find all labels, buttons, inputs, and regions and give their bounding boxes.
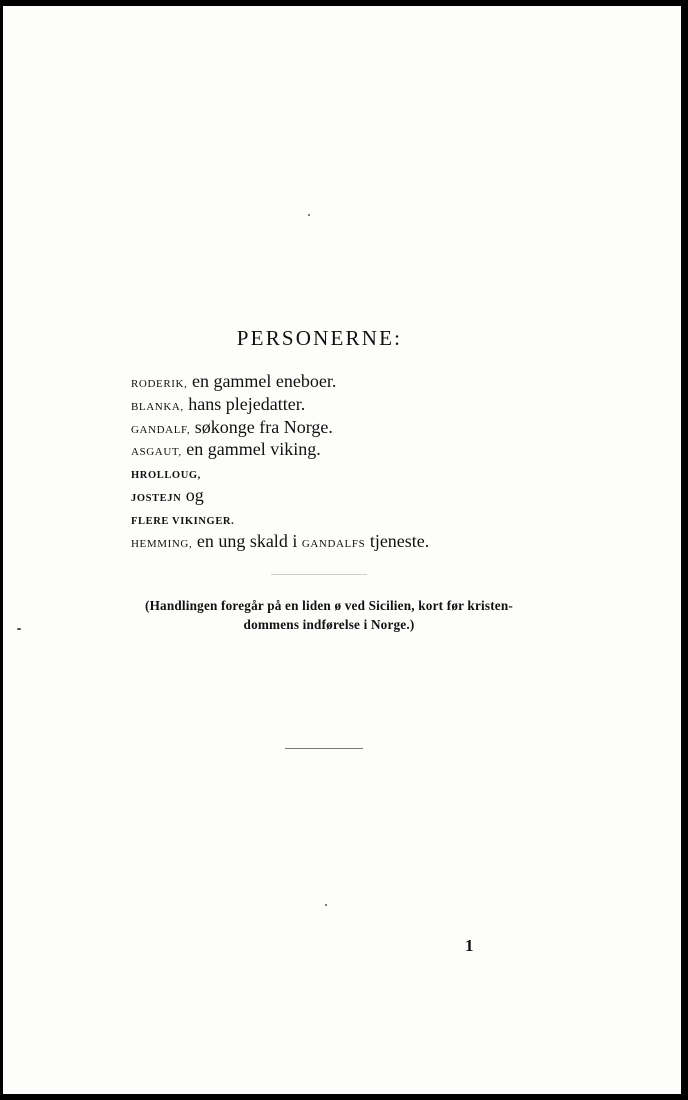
character-description: en ung skald i: [192, 530, 302, 551]
character-description: og: [181, 484, 204, 505]
cast-item-jostejn: [131, 484, 591, 507]
cast-item-asgaut: [131, 438, 591, 461]
character-name: FLERE VIKINGER.: [131, 515, 235, 527]
document-page: [3, 6, 681, 1094]
character-name: RODERIK,: [131, 378, 188, 390]
character-name: ASGAUT,: [131, 446, 182, 459]
divider-rule: [285, 748, 363, 749]
character-description: søkonge fra Norge.: [190, 416, 333, 437]
setting-note-line-1: (Handlingen foregår på en liden ø ved Sicilien, kort før kristen-: [145, 598, 513, 613]
character-name: HEMMING,: [131, 537, 193, 550]
character-description: en gammel eneboer.: [187, 371, 337, 391]
cast-item-roderik: [131, 370, 591, 393]
cast-item-hemming: [131, 530, 591, 553]
setting-note-line-2: dommens indførelse i Norge.): [243, 617, 415, 632]
page-title: PERSONERNE:: [236, 326, 403, 350]
character-name: BLANKA,: [131, 400, 184, 413]
character-description: en gammel viking.: [181, 439, 321, 460]
scan-speck: [17, 628, 21, 630]
setting-note: [99, 596, 559, 634]
cast-item-gandalf: [131, 416, 591, 439]
scan-speck: [308, 214, 310, 216]
cast-item-hrolloug: [131, 461, 591, 484]
inline-character-name: GANDALFS: [301, 537, 366, 550]
cast-item-vikinger: [131, 507, 591, 530]
character-name: JOSTEJN: [131, 492, 182, 504]
character-description: hans plejedatter.: [183, 393, 306, 414]
cast-list: [131, 370, 591, 552]
divider-rule: [271, 574, 367, 575]
page-number: 1: [465, 936, 474, 955]
character-name: GANDALF,: [131, 423, 191, 436]
character-name: HROLLOUG,: [131, 470, 201, 482]
cast-item-blanka: [131, 393, 591, 416]
character-description-end: tjeneste.: [365, 530, 430, 551]
scan-speck: [325, 904, 327, 906]
scan-border: [681, 0, 688, 1100]
